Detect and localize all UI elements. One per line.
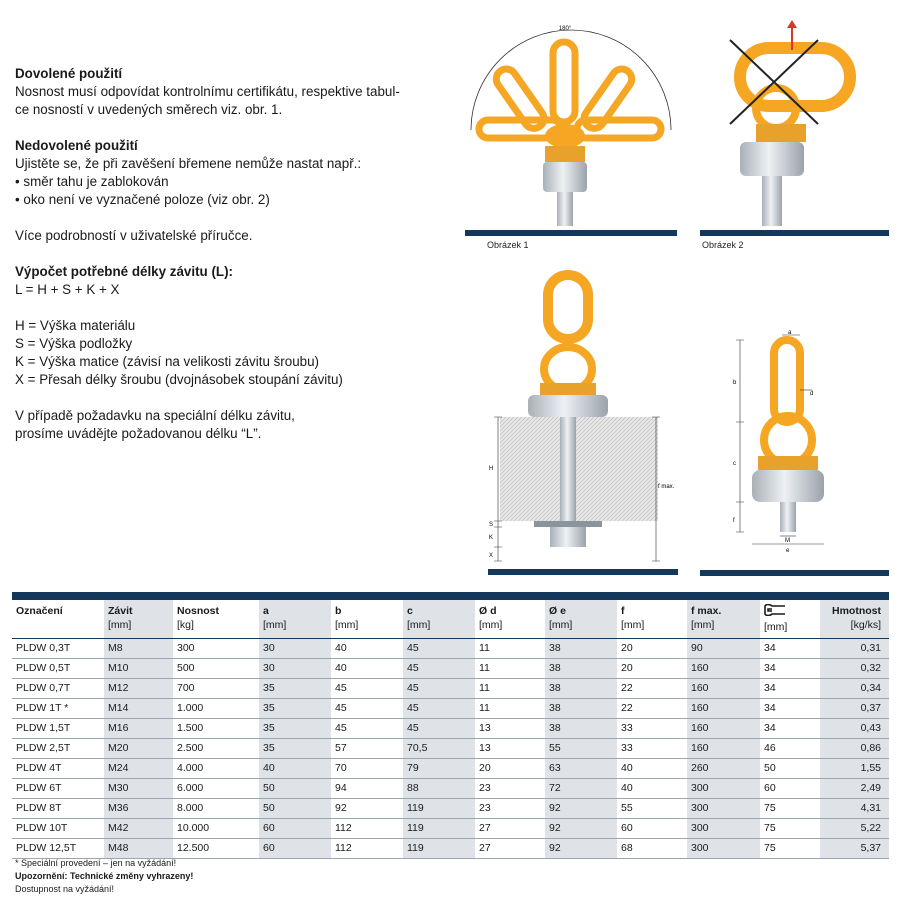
cell-b: 92	[331, 799, 403, 819]
cell-a: 35	[259, 739, 331, 759]
swivel-collar	[756, 124, 806, 142]
cell-wrench-size: 34	[760, 699, 820, 719]
dim-h: H	[489, 466, 494, 472]
table-row	[12, 779, 889, 799]
cell-thread: M42	[104, 819, 173, 839]
cell-a: 60	[259, 839, 331, 859]
cell-fmax: 160	[687, 719, 760, 739]
cell-f: 40	[617, 779, 687, 799]
cell-capacity: 1.000	[173, 699, 259, 719]
table-body	[12, 639, 889, 859]
cell-d: 11	[475, 699, 545, 719]
spec-table-wrap	[12, 592, 889, 859]
cell-e: 72	[545, 779, 617, 799]
cell-e: 38	[545, 699, 617, 719]
cell-f: 33	[617, 719, 687, 739]
figure-1-bar	[465, 230, 677, 236]
arrow-head	[787, 20, 797, 28]
cell-thread: M30	[104, 779, 173, 799]
table-row	[12, 819, 889, 839]
cell-f: 22	[617, 699, 687, 719]
cell-e: 38	[545, 679, 617, 699]
cell-capacity: 1.500	[173, 719, 259, 739]
cell-thread: M36	[104, 799, 173, 819]
definition-x: X = Přesah délky šroubu (dvojnásobek stoupání závitu)	[15, 372, 343, 387]
col-e: Ø e [mm]	[545, 600, 617, 639]
col-nosnost: Nosnost [kg]	[177, 605, 219, 631]
cell-f: 60	[617, 819, 687, 839]
cell-f: 33	[617, 739, 687, 759]
cell-e: 38	[545, 659, 617, 679]
cell-weight: 5,22	[820, 819, 889, 839]
table-row	[12, 719, 889, 739]
cell-e: 92	[545, 839, 617, 859]
cell-capacity: 8.000	[173, 799, 259, 819]
cell-wrench-size: 46	[760, 739, 820, 759]
definition-s: S = Výška podložky	[15, 336, 133, 351]
cell-thread: M10	[104, 659, 173, 679]
cell-designation: PLDW 1,5T	[12, 719, 104, 739]
cell-f: 20	[617, 639, 687, 659]
cell-fmax: 90	[687, 639, 760, 659]
cell-fmax: 160	[687, 739, 760, 759]
cell-designation: PLDW 6T	[12, 779, 104, 799]
special-length-line-1: V případě požadavku na speciální délku závitu,	[15, 408, 295, 423]
cell-e: 92	[545, 799, 617, 819]
cell-d: 11	[475, 679, 545, 699]
wrench-icon	[764, 604, 786, 616]
figure-4-dimensions	[700, 330, 889, 580]
cell-weight: 0,37	[820, 699, 889, 719]
cell-designation: PLDW 12,5T	[12, 839, 104, 859]
cell-b: 45	[331, 719, 403, 739]
cell-wrench-size: 34	[760, 679, 820, 699]
cell-wrench-size: 50	[760, 759, 820, 779]
cell-fmax: 300	[687, 779, 760, 799]
swivel-body	[740, 142, 804, 176]
cell-c: 70,5	[403, 739, 475, 759]
cell-fmax: 300	[687, 819, 760, 839]
cell-f: 20	[617, 659, 687, 679]
cell-capacity: 6.000	[173, 779, 259, 799]
cell-d: 27	[475, 839, 545, 859]
cell-c: 45	[403, 639, 475, 659]
cell-designation: PLDW 2,5T	[12, 739, 104, 759]
dim-fmax: f max.	[658, 484, 675, 490]
col-fmax: f max. [mm]	[687, 600, 760, 639]
figure-1-caption: Obrázek 1	[487, 240, 529, 250]
allowed-use-line-2: ce nosností v uvedených směrech viz. obr. 1.	[15, 102, 283, 117]
cell-weight: 0,43	[820, 719, 889, 739]
footnotes	[15, 857, 193, 896]
cell-d: 27	[475, 819, 545, 839]
eye	[774, 340, 800, 422]
nut	[550, 527, 586, 547]
cell-d: 11	[475, 659, 545, 679]
eye-vertical	[553, 42, 575, 122]
table-row	[12, 699, 889, 719]
dim-b: b	[733, 380, 737, 386]
cell-wrench-size: 34	[760, 639, 820, 659]
cell-weight: 2,49	[820, 779, 889, 799]
cell-c: 45	[403, 659, 475, 679]
material-block	[500, 417, 658, 521]
cell-b: 94	[331, 779, 403, 799]
cell-a: 30	[259, 639, 331, 659]
allowed-use-line-1: Nosnost musí odpovídat kontrolnímu certifikátu, respektive tabul-	[15, 84, 400, 99]
cell-b: 70	[331, 759, 403, 779]
cell-wrench-size: 75	[760, 799, 820, 819]
usage-text-block	[15, 65, 455, 443]
cell-fmax: 300	[687, 799, 760, 819]
cell-b: 40	[331, 659, 403, 679]
cell-weight: 1,55	[820, 759, 889, 779]
figure-4-bar	[700, 570, 889, 576]
cell-weight: 0,31	[820, 639, 889, 659]
cell-wrench-size: 34	[760, 659, 820, 679]
footnote-special: * Speciální provedení – jen na vyžádání!	[15, 858, 177, 868]
col-d: Ø d [mm]	[479, 605, 503, 631]
footnote-availability: Dostupnost na vyžádání!	[15, 884, 115, 894]
eye	[548, 275, 588, 339]
cell-thread: M12	[104, 679, 173, 699]
cell-wrench-size: 60	[760, 779, 820, 799]
cell-f: 55	[617, 799, 687, 819]
cell-thread: M24	[104, 759, 173, 779]
figure-3-thread-length	[478, 265, 678, 580]
cell-capacity: 4.000	[173, 759, 259, 779]
cell-c: 79	[403, 759, 475, 779]
col-b: b [mm]	[335, 605, 359, 631]
cell-designation: PLDW 0,5T	[12, 659, 104, 679]
cell-b: 45	[331, 679, 403, 699]
definition-h: H = Výška materiálu	[15, 318, 136, 333]
dim-m: M	[785, 538, 790, 544]
cell-b: 57	[331, 739, 403, 759]
cell-f: 22	[617, 679, 687, 699]
washer	[534, 521, 602, 527]
cell-fmax: 260	[687, 759, 760, 779]
bolt	[762, 176, 782, 226]
cell-c: 119	[403, 819, 475, 839]
cell-designation: PLDW 8T	[12, 799, 104, 819]
col-f: f [mm]	[621, 605, 645, 631]
dim-e: e	[786, 548, 790, 554]
cell-a: 35	[259, 679, 331, 699]
col-zavit: Závit [mm]	[104, 600, 173, 639]
cell-weight: 4,31	[820, 799, 889, 819]
cell-designation: PLDW 0,7T	[12, 679, 104, 699]
cell-wrench-size: 75	[760, 819, 820, 839]
dim-f: f	[733, 518, 735, 524]
dim-x: X	[489, 553, 494, 559]
cell-thread: M8	[104, 639, 173, 659]
cell-f: 68	[617, 839, 687, 859]
figure-1-load-directions	[465, 20, 677, 240]
table-row	[12, 659, 889, 679]
col-wrench: [mm]	[760, 600, 820, 639]
cell-b: 112	[331, 819, 403, 839]
dim-c: c	[733, 461, 736, 467]
cell-d: 20	[475, 759, 545, 779]
cell-d: 13	[475, 739, 545, 759]
table-row	[12, 839, 889, 859]
cell-c: 119	[403, 799, 475, 819]
cell-d: 23	[475, 799, 545, 819]
swivel-collar	[545, 146, 585, 162]
cell-e: 63	[545, 759, 617, 779]
col-oznaceni: Označení	[16, 605, 63, 617]
cell-capacity: 500	[173, 659, 259, 679]
figure-2-bar	[700, 230, 889, 236]
forbidden-use-bullet-2: • oko není ve vyznačené poloze (viz obr. 2)	[15, 192, 270, 207]
cell-fmax: 160	[687, 679, 760, 699]
table-row	[12, 739, 889, 759]
cell-d: 23	[475, 779, 545, 799]
cell-a: 50	[259, 799, 331, 819]
cell-b: 112	[331, 839, 403, 859]
cell-wrench-size: 75	[760, 839, 820, 859]
cell-e: 38	[545, 719, 617, 739]
cell-a: 50	[259, 779, 331, 799]
cell-b: 45	[331, 699, 403, 719]
cell-thread: M16	[104, 719, 173, 739]
swivel-body	[528, 395, 608, 417]
cell-designation: PLDW 4T	[12, 759, 104, 779]
cell-c: 45	[403, 719, 475, 739]
bolt	[780, 502, 796, 532]
cell-f: 40	[617, 759, 687, 779]
collar	[758, 456, 818, 470]
cell-fmax: 160	[687, 659, 760, 679]
figure-2-caption: Obrázek 2	[702, 240, 744, 250]
cell-designation: PLDW 0,3T	[12, 639, 104, 659]
cell-weight: 5,37	[820, 839, 889, 859]
figure-2-wrong-position	[700, 20, 889, 240]
table-row	[12, 639, 889, 659]
cell-capacity: 2.500	[173, 739, 259, 759]
special-length-line-2: prosíme uvádějte požadovanou délku “L”.	[15, 426, 262, 441]
cell-c: 45	[403, 679, 475, 699]
cell-a: 60	[259, 819, 331, 839]
table-row	[12, 679, 889, 699]
cell-a: 35	[259, 699, 331, 719]
angle-label: 180°	[558, 26, 572, 32]
cell-fmax: 160	[687, 699, 760, 719]
cell-d: 11	[475, 639, 545, 659]
swivel-head	[545, 124, 585, 148]
cell-d: 13	[475, 719, 545, 739]
cell-thread: M14	[104, 699, 173, 719]
col-a: a [mm]	[259, 600, 331, 639]
cell-weight: 0,32	[820, 659, 889, 679]
cell-c: 119	[403, 839, 475, 859]
dim-a: a	[788, 330, 792, 336]
cell-e: 38	[545, 639, 617, 659]
cell-b: 40	[331, 639, 403, 659]
col-c: c [mm]	[403, 600, 475, 639]
cell-capacity: 700	[173, 679, 259, 699]
cell-designation: PLDW 1T *	[12, 699, 104, 719]
spec-table	[12, 600, 889, 859]
table-row	[12, 799, 889, 819]
dim-d: d	[810, 391, 814, 397]
table-row	[12, 759, 889, 779]
cell-fmax: 300	[687, 839, 760, 859]
allowed-use-title: Dovolené použití	[15, 66, 123, 81]
figure-3-bar	[488, 569, 678, 575]
cell-capacity: 10.000	[173, 819, 259, 839]
cell-capacity: 300	[173, 639, 259, 659]
col-hmotnost: Hmotnost [kg/ks]	[820, 600, 889, 639]
forbidden-use-line: Ujistěte se, že při zavěšení břemene nemůže nastat např.:	[15, 156, 362, 171]
forbidden-use-bullet-1: • směr tahu je zablokován	[15, 174, 169, 189]
table-top-bar	[12, 592, 889, 600]
cell-e: 92	[545, 819, 617, 839]
cell-thread: M20	[104, 739, 173, 759]
thread-length-formula: L = H + S + K + X	[15, 282, 120, 297]
footnote-changes: Upozornění: Technické změny vyhrazeny!	[15, 871, 194, 881]
dim-k: K	[489, 535, 494, 541]
cell-weight: 0,34	[820, 679, 889, 699]
bolt	[557, 192, 573, 226]
dim-s: S	[489, 522, 494, 528]
collar	[540, 383, 596, 395]
cell-thread: M48	[104, 839, 173, 859]
cell-c: 88	[403, 779, 475, 799]
more-info-text: Více podrobností v uživatelské příručce.	[15, 228, 253, 243]
table-header-row	[12, 600, 889, 639]
cell-c: 45	[403, 699, 475, 719]
cell-e: 55	[545, 739, 617, 759]
cell-weight: 0,86	[820, 739, 889, 759]
forbidden-use-title: Nedovolené použití	[15, 138, 138, 153]
swivel-body	[543, 162, 587, 192]
swivel-body	[752, 470, 824, 502]
cell-a: 30	[259, 659, 331, 679]
thread-length-title: Výpočet potřebné délky závitu (L):	[15, 264, 234, 279]
cell-capacity: 12.500	[173, 839, 259, 859]
cell-wrench-size: 34	[760, 719, 820, 739]
cell-a: 40	[259, 759, 331, 779]
definition-k: K = Výška matice (závisí na velikosti závitu šroubu)	[15, 354, 320, 369]
cell-designation: PLDW 10T	[12, 819, 104, 839]
cell-a: 35	[259, 719, 331, 739]
